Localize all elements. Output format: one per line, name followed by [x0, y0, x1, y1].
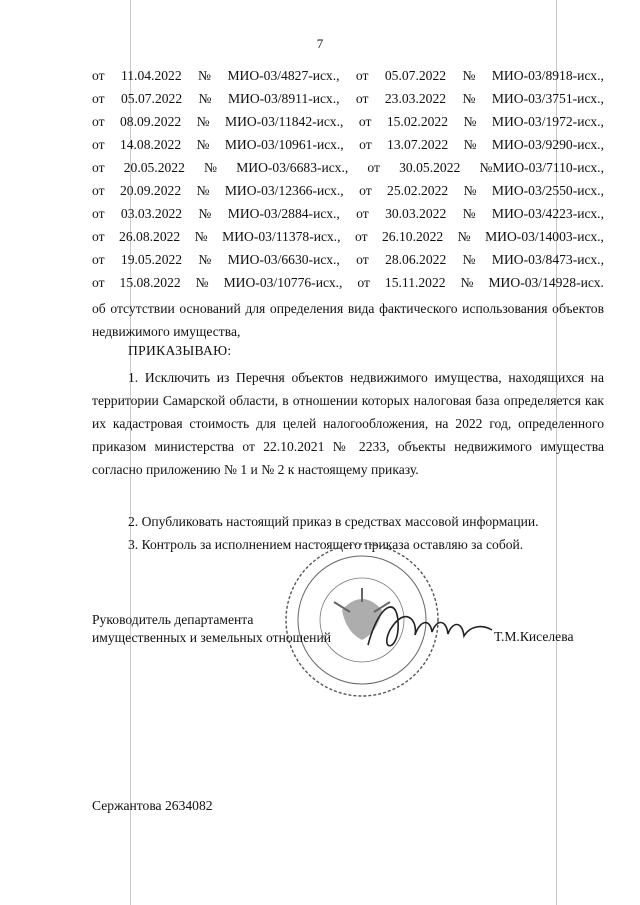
reference-token: №	[196, 137, 210, 152]
reference-token: 15.08.2022	[119, 275, 181, 290]
reference-token: от	[358, 114, 372, 129]
reference-token: от	[92, 229, 105, 244]
reference-token: №	[460, 275, 474, 290]
reference-token: МИО-03/4827-исх.,	[227, 68, 340, 83]
reference-token: от	[359, 183, 372, 198]
reference-token: №	[463, 137, 477, 152]
reference-line	[92, 248, 604, 271]
reference-token: №	[462, 68, 476, 83]
reference-token: №	[457, 229, 471, 244]
reference-line	[92, 156, 604, 179]
reference-token: 13.07.2022	[387, 137, 449, 152]
reference-token: 05.07.2022	[384, 68, 447, 83]
reference-token: 26.08.2022	[119, 229, 181, 244]
reference-token: от	[92, 114, 105, 129]
reference-token: МИО-03/9290-исх.,	[491, 137, 604, 152]
reference-token: МИО-03/8911-исх.,	[227, 91, 340, 106]
reference-token: от	[92, 91, 105, 106]
reference-line	[92, 271, 604, 294]
reference-token: 11.04.2022	[120, 68, 182, 83]
reference-token: МИО-03/4223-исх.,	[491, 206, 604, 221]
reference-token: от	[92, 206, 105, 221]
reference-token: 15.11.2022	[384, 275, 446, 290]
reference-token: МИО-03/6683-исх.,	[236, 160, 349, 175]
reference-token: 20.05.2022	[123, 160, 185, 175]
reference-token: от	[355, 91, 369, 106]
reference-token: от	[92, 160, 105, 175]
reference-token: МИО-03/3751-исх.,	[491, 91, 604, 106]
reference-token: от	[356, 252, 369, 267]
reference-line	[92, 133, 604, 156]
reference-token: от	[356, 206, 369, 221]
reference-token: №	[196, 183, 210, 198]
signatory-name: Т.М.Киселева	[494, 629, 574, 644]
reference-token: 30.03.2022	[385, 206, 447, 221]
reference-token: №	[462, 91, 476, 106]
executor-footer: Сержантова 2634082	[92, 798, 213, 813]
reference-token: 05.07.2022	[120, 91, 183, 106]
reference-list	[92, 64, 604, 294]
reference-token: 30.05.2022	[399, 160, 461, 175]
reference-token: 26.10.2022	[381, 229, 444, 244]
reference-token: №МИО-03/7110-исх.,	[479, 160, 604, 175]
reference-token: МИО-03/1972-исх.,	[491, 114, 604, 129]
reference-token: 19.05.2022	[120, 252, 183, 267]
reference-token: №	[198, 91, 212, 106]
reference-line	[92, 110, 604, 133]
reference-token: МИО-03/6630-исх.,	[227, 252, 340, 267]
reference-token: от	[92, 68, 105, 83]
order-item-1: 1. Исключить из Перечня объектов недвижимого имущества, находящихся на территории Самарской области, в отношении которых налоговая база определяется как их кадастровая стоимость для целей налогообложения, на 2022 год, определенного приказом министерства от 22.10.2021 № 2233, объекты недвижимого имущества согласно приложению № 1 и № 2 к настоящему приказу.	[92, 370, 604, 477]
reference-token: от	[357, 275, 370, 290]
reference-token: от	[359, 137, 372, 152]
reference-token: №	[204, 160, 218, 175]
page-number: 7	[316, 36, 324, 51]
order-item-2: 2. Опубликовать настоящий приказ в средствах массовой информации.	[128, 514, 539, 529]
reference-token: №	[198, 206, 212, 221]
reference-token: 25.02.2022	[387, 183, 449, 198]
reference-token: МИО-03/8918-исх.,	[491, 68, 604, 83]
order-item-3: 3. Контроль за исполнением настоящего приказа оставляю за собой.	[128, 537, 524, 552]
absence-paragraph: об отсутствии оснований для определения вида фактического использования объектов недвижимого имущества,	[92, 301, 604, 339]
reference-token: 03.03.2022	[120, 206, 183, 221]
reference-token: МИО-03/2550-исх.,	[491, 183, 604, 198]
reference-line	[92, 87, 604, 110]
reference-token: МИО-03/8473-исх.,	[491, 252, 604, 267]
reference-token: от	[354, 229, 368, 244]
reference-token: №	[195, 275, 209, 290]
reference-token: 23.03.2022	[384, 91, 447, 106]
signatory-position-line1: Руководитель департамента	[92, 612, 254, 627]
handwritten-signature	[360, 590, 500, 660]
reference-token: от	[355, 68, 369, 83]
reference-token: 20.09.2022	[119, 183, 182, 198]
reference-token: 28.06.2022	[385, 252, 447, 267]
reference-token: МИО-03/2884-исх.,	[227, 206, 340, 221]
reference-token: МИО-03/12366-исх.,	[224, 183, 344, 198]
reference-token: от	[92, 137, 105, 152]
reference-token: №	[462, 206, 476, 221]
order-heading: ПРИКАЗЫВАЮ:	[128, 343, 232, 358]
signatory-position-line2: имущественных и земельных отношений	[92, 630, 331, 645]
reference-token: МИО-03/14928-исх.	[488, 275, 604, 290]
reference-token: №	[462, 252, 476, 267]
reference-token: от	[367, 160, 380, 175]
reference-token: МИО-03/10776-исх.,	[223, 275, 343, 290]
reference-token: №	[463, 183, 477, 198]
reference-line	[92, 64, 604, 87]
reference-line	[92, 225, 604, 248]
reference-line	[92, 179, 604, 202]
reference-token: №	[198, 252, 212, 267]
reference-token: №	[194, 229, 208, 244]
reference-token: от	[92, 252, 105, 267]
reference-token: МИО-03/11378-исх.,	[222, 229, 341, 244]
reference-token: №	[196, 114, 210, 129]
reference-token: №	[463, 114, 477, 129]
reference-token: 08.09.2022	[120, 114, 182, 129]
reference-token: от	[92, 275, 105, 290]
reference-token: от	[92, 183, 105, 198]
signatory-position	[92, 611, 331, 647]
reference-line	[92, 202, 604, 225]
reference-token: МИО-03/11842-исх.,	[225, 114, 344, 129]
reference-token: МИО-03/14003-исх.,	[485, 229, 604, 244]
reference-token: №	[198, 68, 212, 83]
reference-token: 15.02.2022	[386, 114, 448, 129]
reference-token: МИО-03/10961-исх.,	[224, 137, 344, 152]
reference-token: 14.08.2022	[119, 137, 182, 152]
